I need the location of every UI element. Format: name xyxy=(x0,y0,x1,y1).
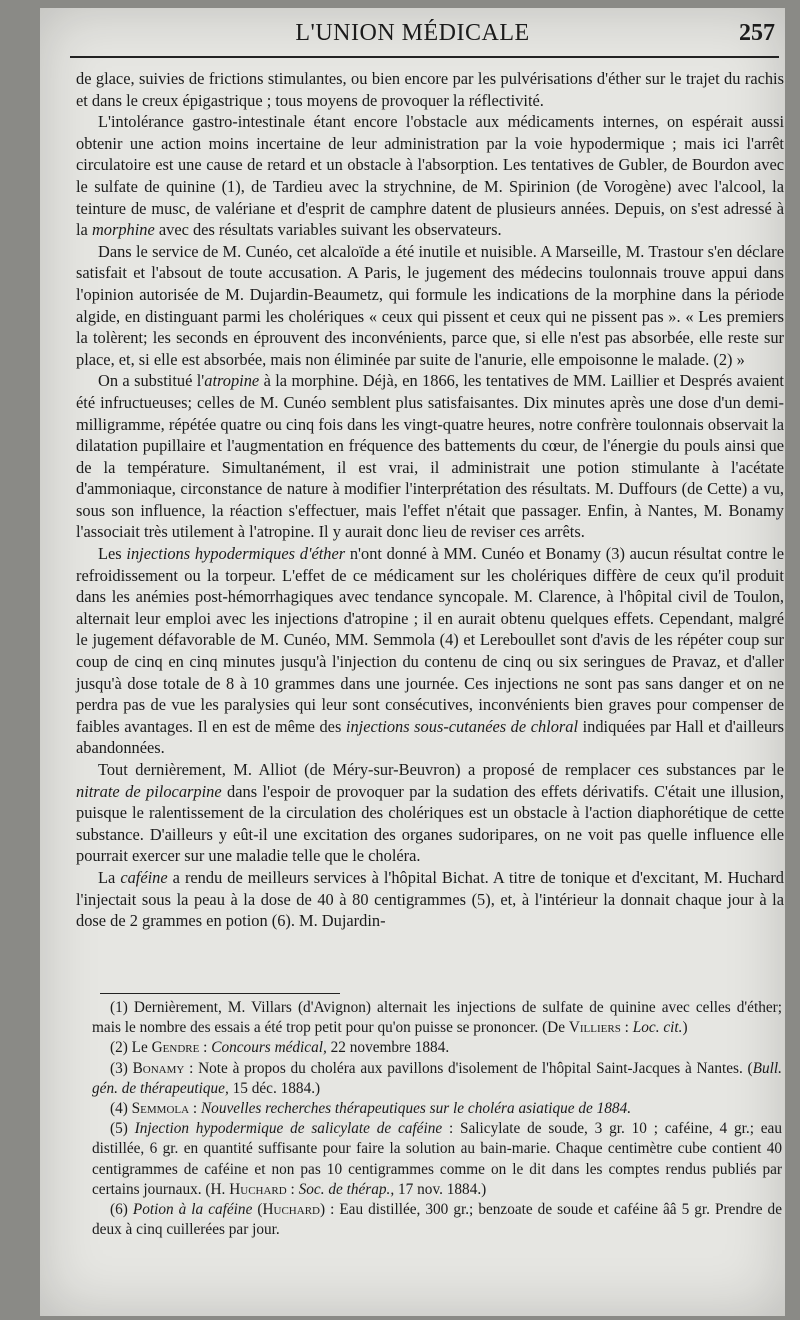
text-run: ) : Eau distillée, 300 gr.; benzoate de soude et caféine ââ 5 gr. Prendre de deux à cinq cuillerées par jour. xyxy=(92,1201,782,1239)
text-run: a rendu de meilleurs services à l'hôpital Bichat. A titre de tonique et d'excitant, M. Huchard l'injectait sous la peau à la dose de 40 à 80 centigrammes (5), et, à l'intérieur la donnait chaque jour à la dose de 2 grammes en potion (6). M. Dujardin- xyxy=(76,867,784,931)
italic-text: Nouvelles recherches thérapeutiques sur le choléra asiatique de 1884. xyxy=(200,1100,632,1118)
author-name: Gendre xyxy=(151,1039,200,1057)
running-title: L'UNION MÉDICALE xyxy=(295,20,530,46)
text-run: (3) xyxy=(110,1059,133,1077)
footnote xyxy=(92,1200,782,1240)
text-run: : Salicylate de soude, 3 gr. 10 ; caféine, 4 gr.; eau distillée, 6 gr. en quantité suffisante pour faire la solution au bain-marie. Chaque centimètre cube contient 40 centigrammes de caféine et non pas 10 centigrammes comme on le dit dans les comptes rendus publiés par certains journaux. (H. xyxy=(92,1120,782,1198)
text-run: 22 novembre 1884. xyxy=(326,1039,450,1057)
text-run: (4) xyxy=(110,1100,132,1118)
paragraph xyxy=(76,111,784,241)
text-run: (5) xyxy=(110,1120,135,1138)
text-run: : xyxy=(620,1019,633,1037)
text-run: L'intolérance gastro-intestinale étant encore l'obstacle aux médicaments internes, on espérait aussi obtenir une action moins incertaine de leur administration par la voie hypodermique ; mais ici l'arrêt circulatoire est une cause de retard et un obstacle à l'absorption. Les tentatives de Gubler, de Bourdon avec le sulfate de quinine (1), de Tardieu avec la strychnine, de M. Spirinion (de Vorogène) avec l'alcool, la teinture de musc, de valériane et d'esprit de camphre datent de plusieurs années. Depuis, on s'est adressé à la xyxy=(76,112,784,240)
text-run: (2) Le xyxy=(110,1039,152,1057)
body-text xyxy=(76,68,784,932)
italic-text: morphine xyxy=(91,220,155,240)
text-run: Tout dernièrement, M. Alliot (de Méry-sur-Beuvron) a proposé de remplacer ces substances par le xyxy=(98,760,784,779)
text-run: de glace, suivies de frictions stimulantes, ou bien encore par les pulvérisations d'éther sur le trajet du rachis et dans le creux épigastrique ; tous moyens de provoquer la réflectivité. xyxy=(76,69,784,110)
text-run: (6) xyxy=(110,1201,133,1219)
paragraph xyxy=(76,543,784,759)
text-run: : xyxy=(189,1100,201,1118)
text-run: : xyxy=(286,1180,299,1198)
header-rule xyxy=(70,56,779,58)
page-number: 257 xyxy=(739,20,775,46)
paragraph xyxy=(76,241,784,371)
text-run: indiquées par Hall et d'ailleurs abandonnées. xyxy=(76,716,784,758)
text-run: La xyxy=(98,867,121,887)
author-name: Huchard xyxy=(229,1180,287,1198)
italic-text: Soc. de thérap., xyxy=(298,1180,395,1198)
footnote xyxy=(92,1038,782,1058)
paragraph xyxy=(76,370,784,543)
footnotes xyxy=(92,998,782,1240)
text-run: : Note à propos du choléra aux pavillons d'isolement de l'hôpital Saint-Jacques à Nantes. ( xyxy=(184,1059,753,1077)
italic-text: Injection hypodermique de salicylate de caféine xyxy=(134,1120,443,1138)
text-run: ) xyxy=(682,1019,688,1037)
italic-text: Loc. cit. xyxy=(632,1019,683,1037)
text-run: (1) Dernièrement, M. Villars (d'Avignon) alternait les injections de sulfate de quinine avec celles d'éther; mais le nombre des essais a été trop petit pour qu'on puisse se prononcer. (De xyxy=(92,999,782,1037)
footnote xyxy=(92,1059,782,1099)
text-run: Les xyxy=(98,544,127,564)
text-run: 15 déc. 1884.) xyxy=(228,1079,321,1097)
text-run: 17 nov. 1884.) xyxy=(394,1180,487,1198)
italic-text: Concours médical, xyxy=(211,1039,327,1057)
text-run: : xyxy=(199,1039,212,1057)
author-name: Huchard xyxy=(262,1201,320,1219)
footnote xyxy=(92,1099,782,1119)
text-run: Dans le service de M. Cunéo, cet alcaloïde a été inutile et nuisible. A Marseille, M. Trastour s'en déclare satisfait et l'absout de toute accusation. A Paris, le jugement des médecins toulonnais trouve appui dans l'opinion autorisée de M. Dujardin-Beaumetz, qui formule les indications de la morphine dans la période algide, en distinguant parmi les cholériques « ceux qui pissent et ceux qui ne pissent pas ». « Les premiers la tolèrent; les seconds en éprouvent des inconvénients, parce que, si elle n'est pas absorbée, elle reste sur place, et, si elle est absorbée, mais non éliminée par suite de l'anurie, elle empoisonne le malade. (2) » xyxy=(76,241,784,369)
footnote-rule xyxy=(100,993,340,994)
page-header xyxy=(40,12,785,52)
paragraph xyxy=(76,759,784,867)
author-name: Bonamy xyxy=(132,1059,185,1077)
italic-text: Bull. gén. de thérapeutique, xyxy=(92,1059,782,1097)
italic-text: caféine xyxy=(120,867,168,887)
text-run: n'ont donné à MM. Cunéo et Bonamy (3) aucun résultat contre le refroidissement ou la torpeur. L'effet de ce médicament sur les cholériques diffère de ceux qu'il produit dans les anémies post-hémorrhagiques avec tendance syncopale. M. Clarence, à l'hôpital civil de Toulon, alternait leur emploi avec les injections d'atropine ; il en aurait obtenu quelques effets. Cependant, malgré le jugement défavorable de M. Cunéo, MM. Semmola (4) et Lereboullet sont d'avis de les répéter coup sur coup de cinq en cinq minutes jusqu'à l'injection du contenu de cinq ou six seringues de Pravaz, et d'aller jusqu'à dose totale de 8 à 10 grammes dans une journée. Ces injections ne sont pas sans danger et on ne perdra pas de vue les paralysies qui leur sont consécutives, inconvénients bien graves pour compenser de faibles avantages. Il en est de même des xyxy=(76,544,785,736)
text-run: à la morphine. Déjà, en 1866, les tentatives de MM. Laillier et Després avaient été infructueuses; celles de M. Cunéo semblent plus satisfaisantes. Dix minutes après une dose d'un demi-milligramme, répétée quatre ou cinq fois dans les vingt-quatre heures, notre confrère toulonnais observait la dilatation pupillaire et l'augmentation en fréquence des battements du cœur, de l'énergie du pouls ainsi que de la température. Simultanément, il est vrai, il administrait une potion stimulante à l'acétate d'ammoniaque, circonstance de nature à modifier l'interprétation des résultats. M. Duffours (de Cette) a vu, sous son influence, la réaction s'effectuer, mais l'effet n'était que passager. Enfin, à Nantes, M. Bonamy l'associait très utilement à l'atropine. Il y aurait donc lieu de reviser ces arrêts. xyxy=(76,371,784,542)
author-name: Semmola xyxy=(131,1100,190,1118)
journal-page xyxy=(40,8,785,1316)
text-run: avec des résultats variables suivant les observateurs. xyxy=(154,220,502,240)
paragraph xyxy=(76,68,784,111)
italic-text: atropine xyxy=(204,371,260,391)
italic-text: Potion à la caféine xyxy=(132,1201,253,1219)
text-run: ( xyxy=(252,1201,263,1219)
footnote xyxy=(92,998,782,1038)
text-run: On a substitué l' xyxy=(98,371,205,391)
paragraph xyxy=(76,867,784,932)
text-run: dans l'espoir de provoquer par la sudation des effets dérivatifs. C'était une illusion, puisque le ralentissement de la circulation des cholériques est un obstacle à l'action diaphorétique de cette substance. D'ailleurs y eût-il une excitation des organes sudoripares, on ne voit pas quelle influence elle pourrait exercer sur une maladie telle que le choléra. xyxy=(76,781,784,866)
footnote xyxy=(92,1119,782,1200)
italic-text: injections sous-cutanées de chloral xyxy=(345,716,579,736)
italic-text: injections hypodermiques d'éther xyxy=(126,544,346,564)
italic-text: nitrate de pilocarpine xyxy=(76,781,222,801)
author-name: Villiers xyxy=(568,1019,621,1037)
